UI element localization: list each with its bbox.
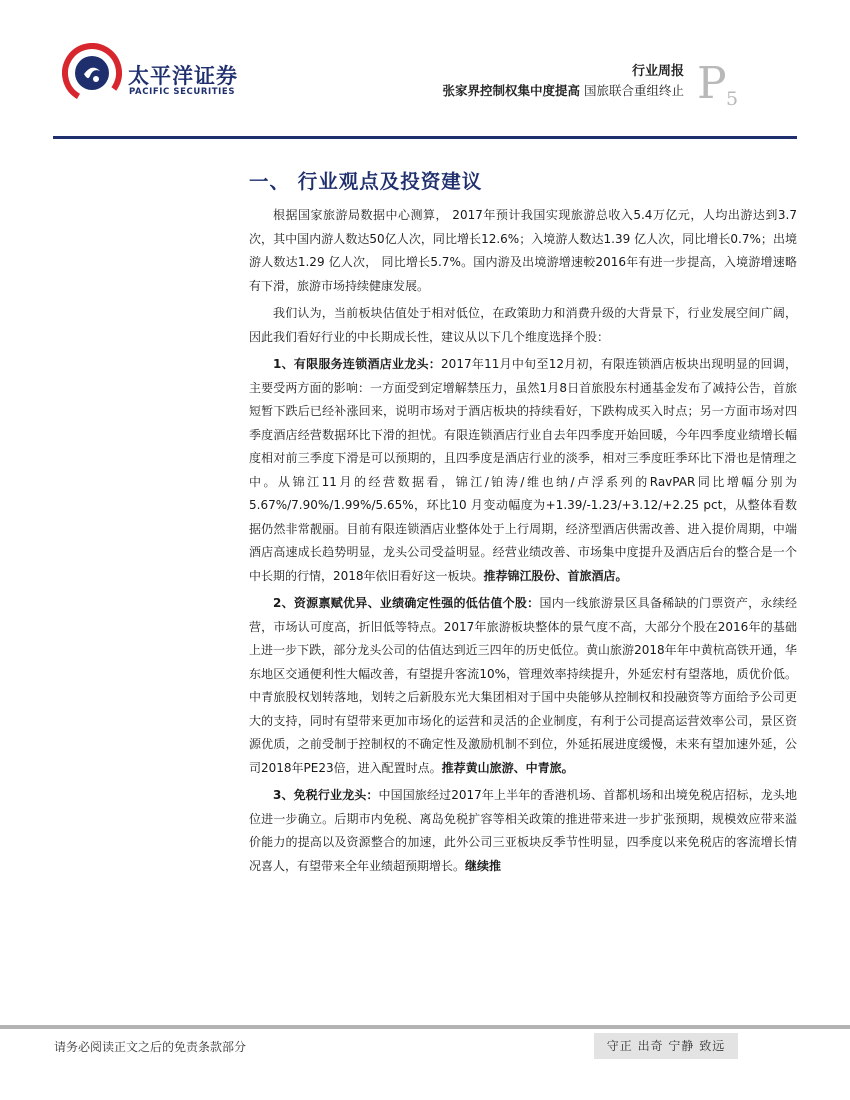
- page-letter: P: [697, 58, 727, 109]
- pacific-securities-logo-icon: [62, 43, 122, 103]
- header-divider: [53, 136, 797, 139]
- footer-motto: 守正 出奇 宁静 致远: [594, 1033, 738, 1059]
- page-number: 5: [726, 88, 739, 110]
- paragraph-hotel-leaders: [249, 353, 797, 588]
- report-title-subline: 国旅联合重组终止: [583, 83, 684, 98]
- report-title: [442, 81, 684, 99]
- brand-name-en: PACIFIC SECURITIES: [129, 87, 236, 97]
- report-title-headline: 张家界控制权集中度提高: [442, 83, 580, 98]
- hotel-leaders-recommendation: 推荐锦江股份、首旅酒店。: [483, 568, 628, 583]
- paragraph-duty-free: [249, 784, 797, 878]
- scenic-stocks-heading: 2、资源禀赋优异、业绩确定性强的低估值个股：: [273, 596, 540, 610]
- section-heading: 一、 行业观点及投资建议: [249, 170, 483, 193]
- paragraph-scenic-stocks: [249, 592, 797, 780]
- article-body: [249, 204, 797, 878]
- hotel-leaders-heading: 1、有限服务连锁酒店业龙头：: [273, 357, 442, 371]
- duty-free-recommendation: 继续推: [465, 858, 502, 873]
- duty-free-body: 中国国旅经过2017年上半年的香港机场、首都机场和出境免税店招标，龙头地位进一步确立。后期市内免税、离岛免税扩容等相关政策的推进带来进一步扩张预期，规模效应带来溢价能力的提高以及资源整合的加速，此外公司三亚板块反季节性明显，四季度以来免税店的客流增长情况喜人，有望带来全年业绩超预期增长。: [249, 788, 797, 873]
- paragraph-investment-view: 我们认为，当前板块估值处于相对低位，在政策助力和消费升级的大背景下，行业发展空间广阔，因此我们看好行业的中长期成长性，建议从以下几个维度选择个股：: [249, 306, 797, 344]
- footer-disclaimer: 请务必阅读正文之后的免责条款部分: [54, 1040, 247, 1054]
- brand-name-cn: 太平洋证券: [128, 64, 238, 88]
- report-type: 行业周报: [631, 64, 684, 79]
- duty-free-heading: 3、免税行业龙头：: [273, 788, 379, 802]
- footer-divider: [0, 1025, 850, 1029]
- scenic-stocks-body: 国内一线旅游景区具备稀缺的门票资产，永续经营，市场认可度高，折旧低等特点。2017年旅游板块整体的景气度不高，大部分个股在2016年的基础上进一步下跌，部分龙头公司的估值达到近三四年的历史低位。黄山旅游2018年年中黄杭高铁开通，华东地区交通便利性大幅改善，有望提升客流10%，管理效率持续提升，外延宏村有望落地，质优价低。中青旅股权划转落地，划转之后新股东光大集团相对于国中央能够从控制权和投融资等方面给予公司更大的支持，同时有望带来更加市场化的运营和灵活的企业制度，有利于公司提高运营效率公司，景区资源优质，之前受制于控制权的不确定性及激励机制不到位，外延拓展进度缓慢，未来有望加速外延，公司2018年PE23倍，进入配置时点。: [249, 596, 797, 775]
- scenic-stocks-recommendation: 推荐黄山旅游、中青旅。: [441, 760, 574, 775]
- paragraph-market-overview: 根据国家旅游局数据中心测算， 2017年预计我国实现旅游总收入5.4万亿元，人均出游达到3.7次，其中国内游人数达50亿人次，同比增长12.6%；入境游人数达1.39 亿人次，同比增长0.7%；出境游人数达1.29 亿人次， 同比增长5.7%。国内游及出境游增速較2016年有进一步提高，入境游增速略有下滑，旅游市场持续健康发展。: [249, 208, 797, 293]
- hotel-leaders-body: 2017年11月中旬至12月初，有限连锁酒店板块出现明显的回调，主要受两方面的影响：一方面受到定增解禁压力，虽然1月8日首旅股东村通基金发布了减持公告，首旅短暂下跌后已经补涨回来，说明市场对于酒店板块的持续看好，下跌构成买入时点；另一方面市场对四季度酒店经营数据环比下滑的担忧。有限连锁酒店行业自去年四季度开始回暖，今年四季度业绩增长幅度相对前三季度下滑是可以预期的，且四季度是酒店行业的淡季，相对三季度旺季环比下滑也是情理之中。从锦江11月的经营数据看，锦江/铂涛/维也纳/卢浮系列的RavPAR同比增幅分别为5.67%/7.90%/1.99%/5.65%，环比10 月变动幅度为+1.39/-1.23/+3.12/+2.25 pct，从整体看数据仍然非常靓丽。目前有限连锁酒店业整体处于上行周期，经济型酒店供需改善、进入提价周期，中端酒店高速成长趋势明显，龙头公司受益明显。经营业绩改善、市场集中度提升及酒店后台的整合是一个中长期的行情，2018年依旧看好这一板块。: [249, 357, 797, 583]
